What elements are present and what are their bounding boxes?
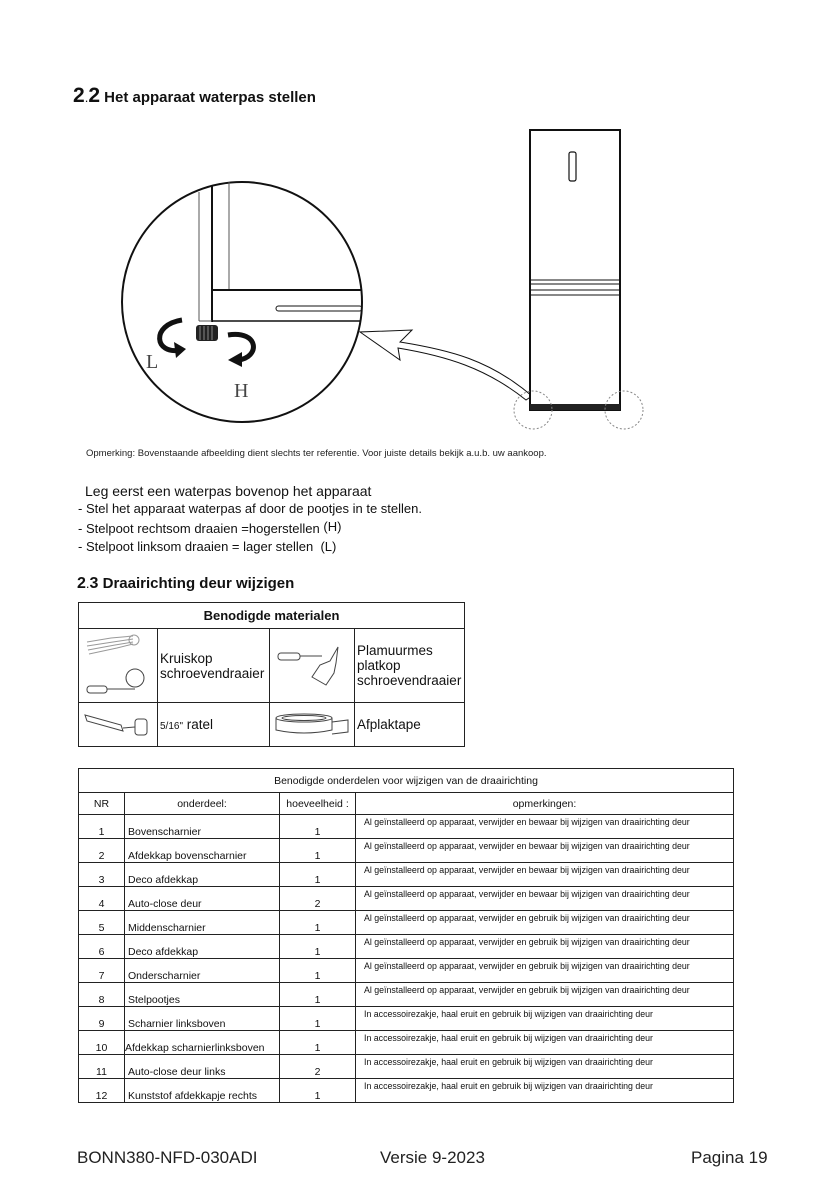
cell-remark: Al geïnstalleerd op apparaat, verwijder en gebruik bij wijzigen van draairichting deur xyxy=(356,935,734,959)
cell-nr: 6 xyxy=(79,935,125,959)
instruction-step-2-text: - Stelpoot rechtsom draaien =hogerstellen xyxy=(78,521,320,536)
cell-part: Auto-close deur xyxy=(125,887,280,911)
materials-table xyxy=(78,602,465,747)
heading-number: 2 xyxy=(77,575,86,592)
cell-part: Middenscharnier xyxy=(125,911,280,935)
label-l: L xyxy=(146,351,159,373)
section-2-2-heading xyxy=(73,84,316,108)
cell-qty: 1 xyxy=(280,815,356,839)
header-nr: NR xyxy=(79,793,125,815)
cell-qty: 1 xyxy=(280,1079,356,1103)
heading-title: Het apparaat waterpas stellen xyxy=(104,89,316,106)
cell-part: Stelpootjes xyxy=(125,983,280,1007)
heading-subnumber: 2 xyxy=(88,84,100,107)
heading-subnumber: 3 xyxy=(89,575,99,592)
table-row xyxy=(79,815,734,839)
cell-remark: Al geïnstalleerd op apparaat, verwijder en gebruik bij wijzigen van draairichting deur xyxy=(356,959,734,983)
footer-page-number: Pagina 19 xyxy=(691,1148,768,1167)
materials-title: Benodigde materialen xyxy=(79,603,465,629)
cell-qty: 1 xyxy=(280,1031,356,1055)
table-row xyxy=(79,1079,734,1103)
cell-qty: 1 xyxy=(280,935,356,959)
cell-qty: 1 xyxy=(280,1007,356,1031)
tape-roll-icon xyxy=(270,703,355,747)
material-label-phillips xyxy=(158,629,270,703)
table-row xyxy=(79,839,734,863)
tag-l: (L) xyxy=(320,539,337,554)
cell-nr: 11 xyxy=(79,1055,125,1079)
table-row xyxy=(79,887,734,911)
cell-nr: 7 xyxy=(79,959,125,983)
cell-remark: Al geïnstalleerd op apparaat, verwijder en gebruik bij wijzigen van draairichting deur xyxy=(356,983,734,1007)
cell-nr: 1 xyxy=(79,815,125,839)
table-row xyxy=(79,911,734,935)
label-line: schroevendraaier xyxy=(357,673,462,688)
label-line: platkop xyxy=(357,658,401,673)
cell-remark: In accessoirezakje, haal eruit en gebruik bij wijzigen van draairichting deur xyxy=(356,1007,734,1031)
pointer-arrow-icon xyxy=(360,330,532,400)
section-2-3-heading xyxy=(77,575,294,593)
cell-nr: 5 xyxy=(79,911,125,935)
table-row xyxy=(79,1031,734,1055)
header-part: onderdeel: xyxy=(125,793,280,815)
cell-qty: 1 xyxy=(280,983,356,1007)
label-line: Plamuurmes xyxy=(357,643,433,658)
heading-dot: . xyxy=(85,576,90,591)
cell-remark: In accessoirezakje, haal eruit en gebruik bij wijzigen van draairichting deur xyxy=(356,1031,734,1055)
label-line: schroevendraaier xyxy=(160,665,265,681)
table-row xyxy=(79,1007,734,1031)
heading-number: 2 xyxy=(73,84,85,107)
magnified-foot-detail xyxy=(122,182,362,422)
cell-nr: 8 xyxy=(79,983,125,1007)
fridge-illustration xyxy=(514,130,643,429)
screwdriver-putty-knife-icon xyxy=(270,629,355,703)
cell-part: Kunststof afdekkapje rechts xyxy=(125,1079,280,1103)
label-h: H xyxy=(234,380,249,402)
footer-model: BONN380-NFD-030ADI xyxy=(77,1148,258,1167)
ratchet-icon xyxy=(79,703,158,747)
instruction-intro: Leg eerst een waterpas bovenop het apparaat xyxy=(85,483,372,499)
allen-keys-screwdriver-icon xyxy=(79,629,158,703)
cell-remark: Al geïnstalleerd op apparaat, verwijder en gebruik bij wijzigen van draairichting deur xyxy=(356,911,734,935)
cell-part: Deco afdekkap xyxy=(125,935,280,959)
instruction-step-1: - Stel het apparaat waterpas af door de pootjes in te stellen. xyxy=(78,501,422,516)
cell-remark: In accessoirezakje, haal eruit en gebruik bij wijzigen van draairichting deur xyxy=(356,1079,734,1103)
cell-remark: Al geïnstalleerd op apparaat, verwijder en bewaar bij wijzigen van draairichting deur xyxy=(356,839,734,863)
cell-part: Bovenscharnier xyxy=(125,815,280,839)
cell-qty: 2 xyxy=(280,887,356,911)
cell-remark: Al geïnstalleerd op apparaat, verwijder en bewaar bij wijzigen van draairichting deur xyxy=(356,887,734,911)
cell-qty: 2 xyxy=(280,1055,356,1079)
material-label-tape: Afplaktape xyxy=(355,703,465,747)
ratchet-size: 5/16" xyxy=(160,721,184,732)
cell-qty: 1 xyxy=(280,863,356,887)
material-label-putty-knife xyxy=(355,629,465,703)
cell-qty: 1 xyxy=(280,839,356,863)
cell-part: Onderscharnier xyxy=(125,959,280,983)
cell-nr: 3 xyxy=(79,863,125,887)
heading-title: Draairichting deur wijzigen xyxy=(102,575,295,592)
cell-part: Deco afdekkap xyxy=(125,863,280,887)
table-row xyxy=(79,959,734,983)
footer-version: Versie 9-2023 xyxy=(380,1148,485,1167)
ratchet-label: ratel xyxy=(186,717,214,732)
cell-remark: In accessoirezakje, haal eruit en gebruik bij wijzigen van draairichting deur xyxy=(356,1055,734,1079)
cell-nr: 9 xyxy=(79,1007,125,1031)
cell-remark: Al geïnstalleerd op apparaat, verwijder en bewaar bij wijzigen van draairichting deur xyxy=(356,863,734,887)
table-row xyxy=(79,863,734,887)
reference-note: Opmerking: Bovenstaande afbeelding dient slechts ter referentie. Voor juiste details bekijk a.u.b. uw aankoop. xyxy=(86,448,547,459)
cell-nr: 4 xyxy=(79,887,125,911)
instruction-step-3 xyxy=(78,539,336,555)
parts-table xyxy=(78,768,734,1103)
cell-nr: 2 xyxy=(79,839,125,863)
cell-nr: 10 xyxy=(79,1031,125,1055)
header-qty: hoeveelheid : xyxy=(280,793,356,815)
label-line: Kruiskop xyxy=(160,650,213,666)
cell-qty: 1 xyxy=(280,959,356,983)
cell-nr: 12 xyxy=(79,1079,125,1103)
parts-title: Benodigde onderdelen voor wijzigen van de draairichting xyxy=(79,769,734,793)
cell-part: Afdekkap scharnierlinksboven xyxy=(125,1031,280,1055)
cell-part: Auto-close deur links xyxy=(125,1055,280,1079)
table-row xyxy=(79,983,734,1007)
leveling-diagram xyxy=(110,120,670,440)
heading-dot: . xyxy=(84,90,89,105)
cell-part: Afdekkap bovenscharnier xyxy=(125,839,280,863)
cell-qty: 1 xyxy=(280,911,356,935)
cell-remark: Al geïnstalleerd op apparaat, verwijder en bewaar bij wijzigen van draairichting deur xyxy=(356,815,734,839)
table-row xyxy=(79,935,734,959)
tag-h: (H) xyxy=(323,519,342,534)
header-remarks: opmerkingen: xyxy=(356,793,734,815)
instruction-step-3-text: - Stelpoot linksom draaien = lager stellen xyxy=(78,539,314,554)
cell-part: Scharnier linksboven xyxy=(125,1007,280,1031)
instruction-step-2 xyxy=(78,521,341,537)
table-row xyxy=(79,1055,734,1079)
material-label-ratchet xyxy=(158,703,270,747)
